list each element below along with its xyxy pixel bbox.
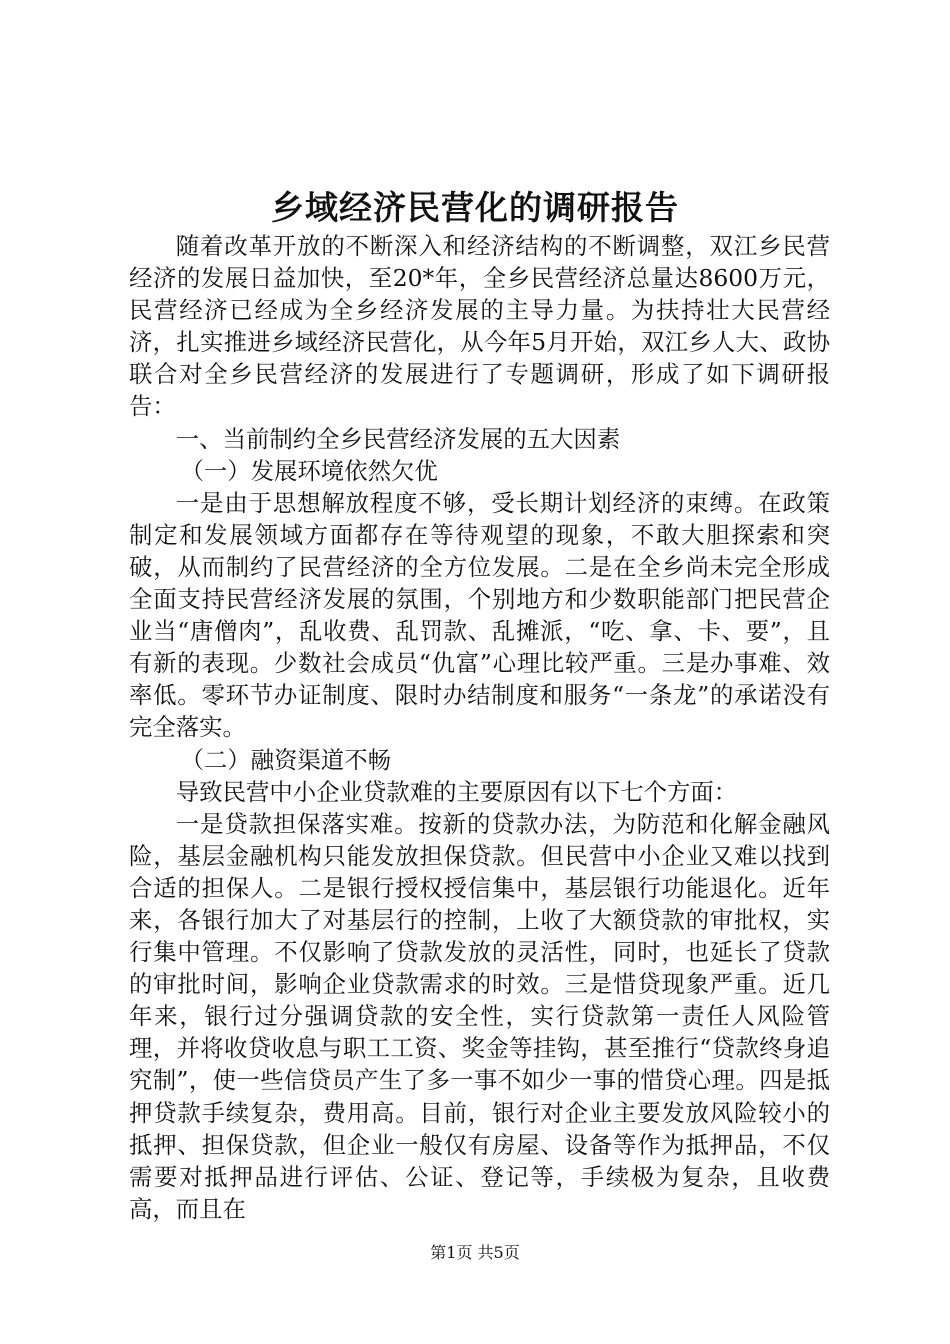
page-footer: 第1页 共5页 <box>430 1243 520 1262</box>
paragraph-loan-reasons: 一是贷款担保落实难。按新的贷款办法，为防范和化解金融风险，基层金融机构只能发放担保贷款。但民营中小企业又难以找到合适的担保人。二是银行授权授信集中，基层银行功能退化。近年来，各银行加大了对基层行的控制，上收了大额贷款的审批权，实行集中管理。不仅影响了贷款发放的灵活性，同时，也延长了贷款的审批时间，影响企业贷款需求的时效。三是惜贷现象严重。近几年来，银行过分强调贷款的安全性，实行贷款第一责任人风险管理，并将收贷收息与职工工资、奖金等挂钩，甚至推行“贷款终身追究制”，使一些信贷员产生了多一事不如少一事的惜贷心理。四是抵押贷款手续复杂，费用高。目前，银行对企业主要发放风险较小的抵押、担保贷款，但企业一般仅有房屋、设备等作为抵押品，不仅需要对抵押品进行评估、公证、登记等，手续极为复杂，且收费高，而且在 <box>129 809 830 1223</box>
subsection-heading-1: （一）发展环境依然欠优 <box>180 456 438 485</box>
paragraph-loan-reasons-intro: 导致民营中小企业贷款难的主要原因有以下七个方面： <box>175 777 738 806</box>
section-heading-1: 一、当前制约全乡民营经济发展的五大因素 <box>175 424 621 453</box>
document-title: 乡域经济民营化的调研报告 <box>271 188 679 227</box>
subsection-heading-2: （二）融资渠道不畅 <box>180 745 391 774</box>
paragraph-environment: 一是由于思想解放程度不够，受长期计划经济的束缚。在政策制定和发展领域方面都存在等待观望的现象，不敢大胆探索和突破，从而制约了民营经济的全方位发展。二是在全乡尚未完全形成全面支持民营经济发展的氛围，个别地方和少数职能部门把民营企业当“唐僧肉”，乱收费、乱罚款、乱摊派，“吃、拿、卡、要”，且有新的表现。少数社会成员“仇富”心理比较严重。三是办事难、效率低。零环节办证制度、限时办结制度和服务“一条龙”的承诺没有完全落实。 <box>129 488 830 742</box>
paragraph-intro: 随着改革开放的不断深入和经济结构的不断调整，双江乡民营经济的发展日益加快，至20*年，全乡民营经济总量达8600万元，民营经济已经成为全乡经济发展的主导力量。为扶持壮大民营经济，扎实推进乡域经济民营化，从今年5月开始，双江乡人大、政协联合对全乡民营经济的发展进行了专题调研，形成了如下调研报告： <box>129 232 830 421</box>
document-body <box>129 230 830 1225</box>
